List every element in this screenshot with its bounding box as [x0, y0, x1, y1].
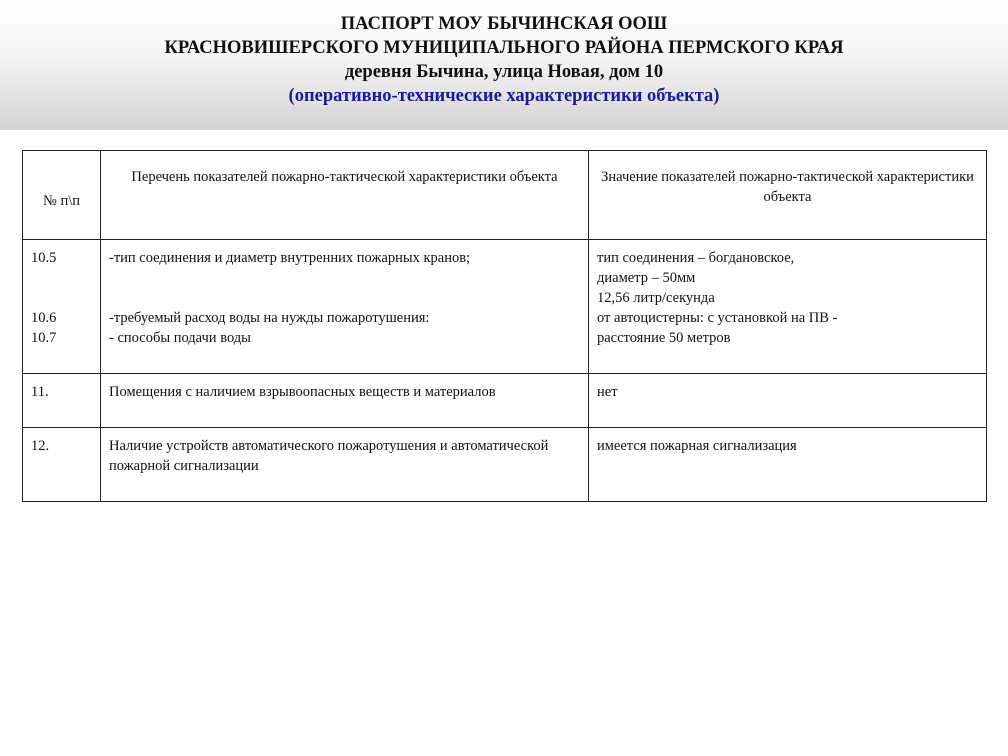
row-value-cell — [589, 240, 987, 374]
row-indicator: -требуемый расход воды на нужды пожаротушения: — [109, 310, 430, 326]
row-value: расстояние 50 метров — [597, 330, 731, 346]
title-line-1: ПАСПОРТ МОУ БЫЧИНСКАЯ ООШ — [340, 14, 668, 34]
row-value: нет — [589, 374, 987, 428]
column-header-values: Значение показателей пожарно-тактической характеристики объекта — [589, 151, 987, 240]
row-value: имеется пожарная сигнализация — [589, 428, 987, 502]
column-header-indicators: Перечень показателей пожарно-тактической характеристики объекта — [101, 151, 589, 240]
title-line-3: деревня Бычина, улица Новая, дом 10 — [344, 62, 664, 82]
row-indicator-cell — [101, 240, 589, 374]
table-row — [23, 374, 987, 428]
column-header-number: № п\п — [23, 151, 101, 240]
table-row — [23, 240, 987, 374]
row-value: диаметр – 50мм — [597, 270, 696, 286]
row-number: 10.6 — [31, 310, 57, 326]
row-number: 10.5 — [31, 250, 57, 266]
table-row — [23, 428, 987, 502]
row-value: тип соединения – богдановское, — [597, 250, 795, 266]
row-number: 12. — [23, 428, 101, 502]
row-indicator: Наличие устройств автоматического пожаротушения и автоматической пожарной сигнализации — [101, 428, 589, 502]
row-value: от автоцистерны: с установкой на ПВ - — [597, 310, 838, 326]
row-value: 12,56 литр/секунда — [597, 290, 715, 306]
table-header-row — [23, 151, 987, 240]
row-indicator: Помещения с наличием взрывоопасных веществ и материалов — [101, 374, 589, 428]
title-line-4: (оперативно-технические характеристики объекта) — [288, 86, 720, 106]
characteristics-table — [22, 150, 987, 502]
row-number: 11. — [23, 374, 101, 428]
row-indicator: - способы подачи воды — [109, 330, 251, 346]
page-title — [0, 12, 1008, 108]
row-indicator: -тип соединения и диаметр внутренних пожарных кранов; — [109, 250, 471, 266]
title-line-2: КРАСНОВИШЕРСКОГО МУНИЦИПАЛЬНОГО РАЙОНА ПЕРМСКОГО КРАЯ — [164, 38, 844, 58]
row-number: 10.7 — [31, 330, 57, 346]
row-number-cell — [23, 240, 101, 374]
